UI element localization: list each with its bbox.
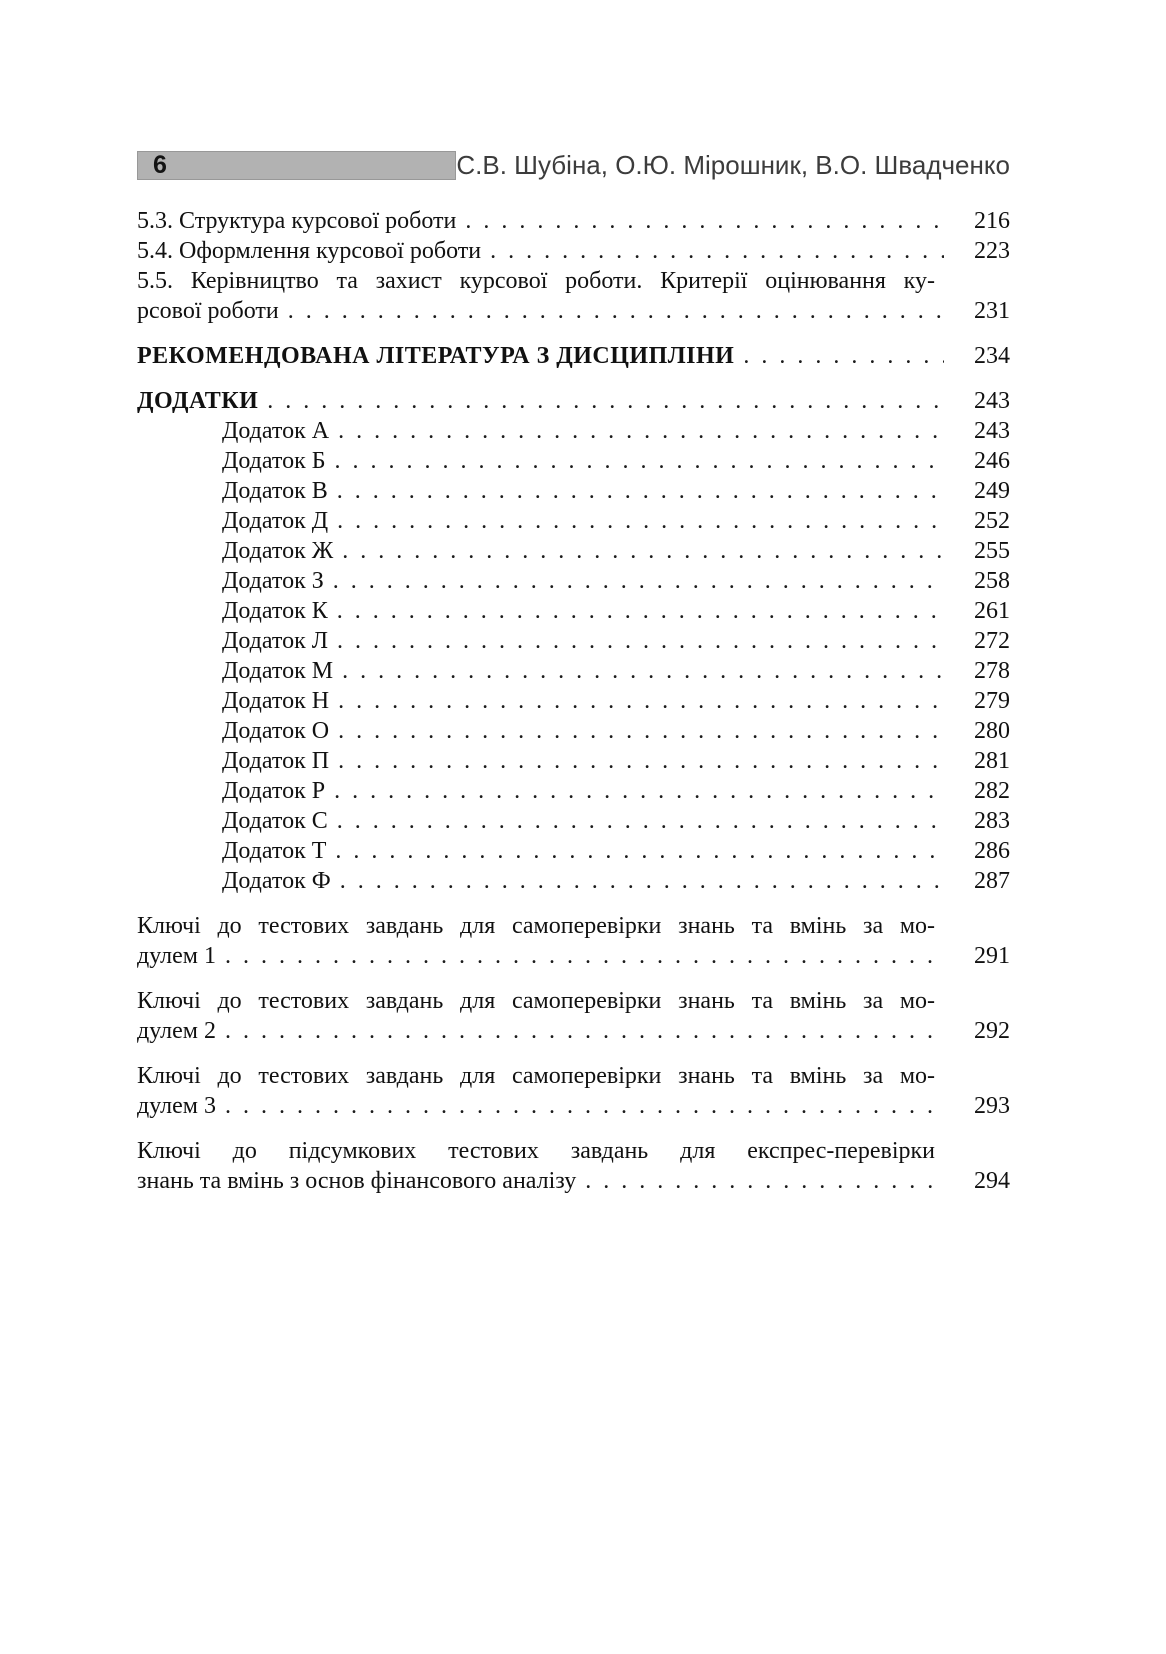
page-number: 255 — [974, 538, 1010, 564]
dot-leader — [465, 206, 944, 236]
dot-leader — [335, 836, 944, 866]
page-number: 243 — [974, 388, 1010, 414]
toc-row — [137, 686, 1010, 716]
toc-entry-label: Додаток С — [222, 808, 328, 834]
toc-entry — [137, 716, 1010, 746]
toc-entry — [137, 686, 1010, 716]
toc-entry — [137, 776, 1010, 806]
toc-entry-label: ДОДАТКИ — [137, 388, 259, 414]
dot-leader — [225, 1091, 944, 1121]
toc-row — [137, 296, 1010, 326]
dot-leader — [342, 656, 944, 686]
dot-leader — [225, 941, 944, 971]
toc-entry-label: Додаток А — [222, 418, 330, 444]
toc-entry — [137, 1136, 1010, 1196]
toc-entry-label: Додаток Ж — [222, 538, 334, 564]
toc-entry — [137, 566, 1010, 596]
toc-entry-label: Додаток Л — [222, 628, 329, 654]
page-number: 291 — [974, 943, 1010, 969]
page-number: 252 — [974, 508, 1010, 534]
toc-entry — [137, 446, 1010, 476]
toc-row — [137, 866, 1010, 896]
dot-leader — [743, 341, 944, 371]
toc-entry — [137, 206, 1010, 236]
toc-entry — [137, 266, 1010, 326]
toc-entry-label: Додаток Н — [222, 688, 330, 714]
toc-row — [137, 506, 1010, 536]
toc-row — [137, 1166, 1010, 1196]
toc-row — [137, 536, 1010, 566]
toc-entry — [137, 911, 1010, 971]
toc-row — [137, 596, 1010, 626]
toc-row — [137, 416, 1010, 446]
toc-entry — [137, 626, 1010, 656]
toc-row — [137, 1091, 1010, 1121]
page-number: 234 — [974, 343, 1010, 369]
page-number: 258 — [974, 568, 1010, 594]
page-number: 294 — [974, 1168, 1010, 1194]
dot-leader — [342, 536, 944, 566]
page-number: 292 — [974, 1018, 1010, 1044]
toc-entry — [137, 806, 1010, 836]
page-number: 261 — [974, 598, 1010, 624]
toc-entry-label: Додаток Р — [222, 778, 326, 804]
page-number: 231 — [974, 298, 1010, 324]
toc-entry-label: 5.3. Структура курсової роботи — [137, 208, 457, 234]
dot-leader — [340, 866, 944, 896]
dot-leader — [338, 746, 944, 776]
toc-entry-continuation: 5.5. Керівництво та захист курсової роботи. Критерії оцінювання ку- — [137, 268, 935, 294]
toc-entry-continuation: Ключі до тестових завдань для самоперевірки знань та вмінь за мо- — [137, 988, 935, 1014]
toc-entry-label: рсової роботи — [137, 298, 279, 324]
toc-entry — [137, 866, 1010, 896]
toc-entry — [137, 596, 1010, 626]
page-number: 216 — [974, 208, 1010, 234]
toc-entry — [137, 236, 1010, 266]
toc-row — [137, 941, 1010, 971]
page-number: 280 — [974, 718, 1010, 744]
toc-entry — [137, 836, 1010, 866]
toc-entry — [137, 986, 1010, 1046]
dot-leader — [267, 386, 944, 416]
dot-leader — [225, 1016, 944, 1046]
toc-row — [137, 476, 1010, 506]
toc-entry-label: Додаток Ф — [222, 868, 331, 894]
toc-entry — [137, 386, 1010, 416]
page-number-folio: 6 — [153, 150, 167, 179]
toc-row — [137, 776, 1010, 806]
toc-entry-label: Додаток Б — [222, 448, 326, 474]
toc-row — [137, 566, 1010, 596]
toc-row — [137, 836, 1010, 866]
dot-leader — [337, 626, 944, 656]
page-number: 287 — [974, 868, 1010, 894]
dot-leader — [585, 1166, 944, 1196]
toc-entry — [137, 476, 1010, 506]
page-number: 279 — [974, 688, 1010, 714]
toc-entry-label: Додаток П — [222, 748, 330, 774]
dot-leader — [338, 416, 944, 446]
page-number-bar — [137, 151, 456, 180]
page-number: 272 — [974, 628, 1010, 654]
page-number: 278 — [974, 658, 1010, 684]
toc-row — [137, 236, 1010, 266]
page-number: 243 — [974, 418, 1010, 444]
page-number: 286 — [974, 838, 1010, 864]
toc-row — [137, 206, 1010, 236]
toc-row — [137, 446, 1010, 476]
toc-row — [137, 656, 1010, 686]
page-number: 283 — [974, 808, 1010, 834]
toc-row — [137, 386, 1010, 416]
toc-entry-continuation: Ключі до тестових завдань для самоперевірки знань та вмінь за мо- — [137, 913, 935, 939]
toc-entry-label: знань та вмінь з основ фінансового аналізу — [137, 1168, 577, 1194]
page-content — [137, 150, 1010, 1196]
page-number: 223 — [974, 238, 1010, 264]
toc-row — [137, 746, 1010, 776]
page-number: 293 — [974, 1093, 1010, 1119]
toc — [137, 206, 1010, 1196]
toc-entry — [137, 506, 1010, 536]
toc-entry-continuation: Ключі до тестових завдань для самоперевірки знань та вмінь за мо- — [137, 1063, 935, 1089]
toc-row — [137, 716, 1010, 746]
page-number: 281 — [974, 748, 1010, 774]
toc-entry — [137, 746, 1010, 776]
toc-entry-label: дулем 2 — [137, 1018, 216, 1044]
toc-entry-continuation: Ключі до підсумкових тестових завдань для експрес-перевірки — [137, 1138, 935, 1164]
page-number: 246 — [974, 448, 1010, 474]
toc-entry-label: 5.4. Оформлення курсової роботи — [137, 238, 482, 264]
toc-entry-label: Додаток З — [222, 568, 324, 594]
dot-leader — [335, 446, 944, 476]
toc-entry-label: Додаток Д — [222, 508, 329, 534]
dot-leader — [338, 686, 944, 716]
running-head-authors: С.В. Шубіна, О.Ю. Мірошник, В.О. Швадченко — [456, 150, 1010, 180]
toc-row — [137, 341, 1010, 371]
dot-leader — [337, 806, 944, 836]
dot-leader — [333, 566, 944, 596]
toc-entry — [137, 1061, 1010, 1121]
toc-entry — [137, 416, 1010, 446]
toc-entry-label: Додаток В — [222, 478, 328, 504]
toc-row — [137, 1016, 1010, 1046]
toc-row — [137, 626, 1010, 656]
dot-leader — [337, 476, 944, 506]
toc-entry-label: Додаток Т — [222, 838, 327, 864]
toc-entry-label: дулем 3 — [137, 1093, 216, 1119]
dot-leader — [337, 506, 944, 536]
toc-entry-label: РЕКОМЕНДОВАНА ЛІТЕРАТУРА З ДИСЦИПЛІНИ — [137, 343, 735, 369]
toc-entry — [137, 341, 1010, 371]
dot-leader — [288, 296, 944, 326]
toc-entry — [137, 656, 1010, 686]
toc-entry — [137, 536, 1010, 566]
toc-entry-label: Додаток М — [222, 658, 334, 684]
dot-leader — [334, 776, 944, 806]
dot-leader — [337, 596, 944, 626]
running-header — [137, 150, 1010, 180]
toc-entry-label: Додаток О — [222, 718, 330, 744]
toc-row — [137, 806, 1010, 836]
dot-leader — [338, 716, 944, 746]
toc-entry-label: дулем 1 — [137, 943, 216, 969]
page-number: 282 — [974, 778, 1010, 804]
page-number: 249 — [974, 478, 1010, 504]
dot-leader — [490, 236, 944, 266]
toc-entry-label: Додаток К — [222, 598, 328, 624]
